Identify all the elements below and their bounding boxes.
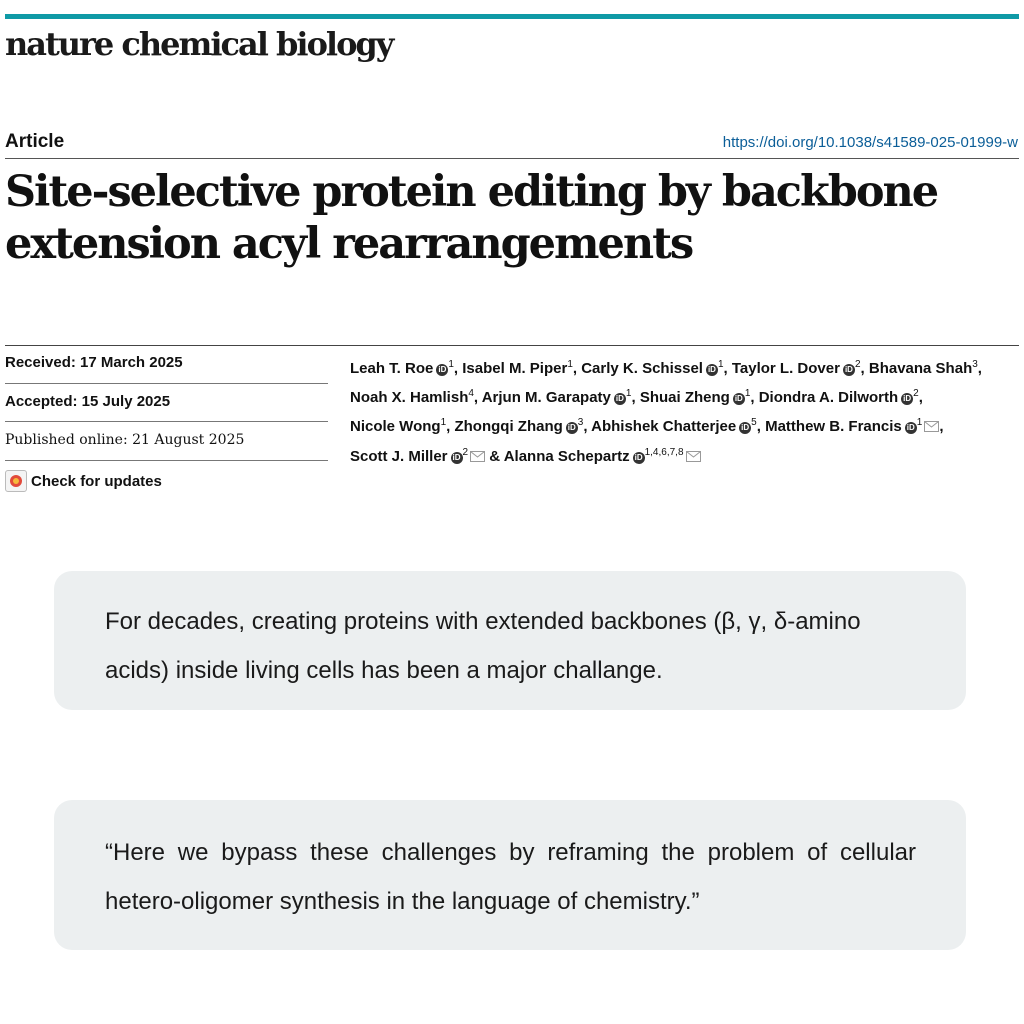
author-affiliation: 1 — [744, 388, 751, 399]
author-name-text: Alanna Schepartz — [503, 448, 630, 465]
author-name[interactable] — [462, 360, 573, 377]
author-name-text: Arjun M. Garapaty — [481, 389, 611, 406]
author-name-text: Diondra A. Dilworth — [758, 389, 899, 406]
author-separator: , — [583, 418, 592, 435]
author-name[interactable] — [732, 360, 861, 377]
author-list — [350, 352, 1015, 470]
author-name-text: Taylor L. Dover — [731, 360, 840, 377]
orcid-icon[interactable]: iD — [438, 365, 447, 374]
orcid-icon[interactable]: iD — [741, 423, 750, 432]
author-affiliation: 2 — [913, 388, 919, 399]
author-affiliation: 1 — [717, 359, 724, 370]
author-separator: , — [723, 360, 732, 377]
published-date: Published online: 21 August 2025 — [5, 432, 245, 448]
author-separator: , — [631, 389, 640, 406]
email-icon[interactable] — [924, 415, 939, 440]
quote-text: “Here we bypass these challenges by reframing the problem of cellular hetero-oligomer synthesis in the language of chemistry.” — [105, 839, 916, 915]
author-affiliation: 3 — [577, 417, 584, 428]
doi-link[interactable]: https://doi.org/10.1038/s41589-025-01999-w — [722, 134, 1018, 151]
email-icon[interactable] — [686, 445, 701, 470]
author-name[interactable] — [482, 389, 632, 406]
author-name[interactable] — [765, 418, 939, 435]
quote-callout — [54, 800, 966, 950]
orcid-icon[interactable]: iD — [567, 423, 576, 432]
author-name[interactable] — [581, 360, 723, 377]
date-divider — [5, 421, 328, 422]
author-name[interactable] — [869, 360, 978, 377]
orcid-icon[interactable]: iD — [634, 453, 643, 462]
date-divider — [5, 460, 328, 461]
author-separator: , — [446, 418, 455, 435]
author-name-text: Carly K. Schissel — [581, 360, 703, 377]
email-icon[interactable] — [470, 445, 485, 470]
orcid-icon[interactable]: iD — [906, 423, 915, 432]
author-name-text: Isabel M. Piper — [462, 360, 568, 377]
author-separator: , — [473, 389, 482, 406]
author-name-text: Leah T. Roe — [350, 360, 434, 377]
author-affiliation: 1 — [448, 359, 454, 370]
author-name-text: Noah X. Hamlish — [350, 389, 469, 406]
author-separator: , — [939, 418, 944, 435]
author-name[interactable] — [454, 418, 583, 435]
summary-text: For decades, creating proteins with extended backbones (β, γ, δ-amino acids) inside living cells has been a major challange. — [105, 608, 861, 684]
article-title: Site-selective protein editing by backbone extension acyl rearrangements — [5, 167, 938, 269]
author-separator: , — [453, 360, 463, 377]
summary-callout — [54, 571, 966, 710]
author-name-text: Shuai Zheng — [639, 389, 730, 406]
journal-name: nature chemical biology — [5, 25, 393, 63]
author-name[interactable] — [350, 389, 474, 406]
orcid-icon[interactable]: iD — [734, 394, 743, 403]
author-affiliation: 3 — [972, 359, 978, 370]
author-name[interactable] — [350, 418, 446, 435]
author-affiliation: 1 — [625, 388, 632, 399]
check-for-updates-button[interactable] — [5, 470, 162, 492]
author-name[interactable] — [759, 389, 919, 406]
author-name[interactable] — [350, 448, 485, 465]
orcid-icon[interactable]: iD — [452, 453, 461, 462]
journal-accent-rule — [5, 14, 1019, 19]
author-name-text: Scott J. Miller — [350, 448, 448, 465]
author-affiliation: 5 — [751, 417, 757, 428]
author-separator: , — [918, 389, 923, 406]
author-affiliation: 4 — [468, 388, 474, 399]
author-separator: , — [860, 360, 869, 377]
check-for-updates-label: Check for updates — [31, 472, 162, 490]
author-separator: & — [485, 448, 504, 465]
received-date: Received: 17 March 2025 — [5, 354, 183, 371]
author-affiliation: 1 — [916, 417, 923, 428]
author-affiliation: 2 — [462, 447, 469, 458]
accepted-date: Accepted: 15 July 2025 — [5, 393, 171, 410]
author-name[interactable] — [591, 418, 757, 435]
article-type-label: Article — [5, 131, 65, 152]
author-separator: , — [572, 360, 582, 377]
author-name[interactable] — [504, 448, 701, 465]
author-affiliation: 1,4,6,7,8 — [644, 447, 684, 458]
author-affiliation: 1 — [440, 417, 447, 428]
author-name-text: Zhongqi Zhang — [454, 418, 563, 435]
author-separator: , — [750, 389, 759, 406]
author-name[interactable] — [350, 360, 454, 377]
author-name-text: Nicole Wong — [350, 418, 441, 435]
title-divider — [5, 158, 1019, 159]
author-name-text: Bhavana Shah — [868, 360, 973, 377]
orcid-icon[interactable]: iD — [903, 394, 912, 403]
metadata-divider — [5, 345, 1019, 346]
date-divider — [5, 383, 328, 384]
author-separator: , — [977, 360, 982, 377]
orcid-icon[interactable]: iD — [844, 365, 853, 374]
orcid-icon[interactable]: iD — [707, 365, 716, 374]
author-name-text: Matthew B. Francis — [765, 418, 902, 435]
author-affiliation: 1 — [567, 359, 573, 370]
check-for-updates-icon — [5, 470, 27, 492]
orcid-icon[interactable]: iD — [615, 394, 624, 403]
author-name[interactable] — [640, 389, 751, 406]
author-affiliation: 2 — [854, 359, 861, 370]
author-separator: , — [756, 418, 766, 435]
author-name-text: Abhishek Chatterjee — [591, 418, 737, 435]
